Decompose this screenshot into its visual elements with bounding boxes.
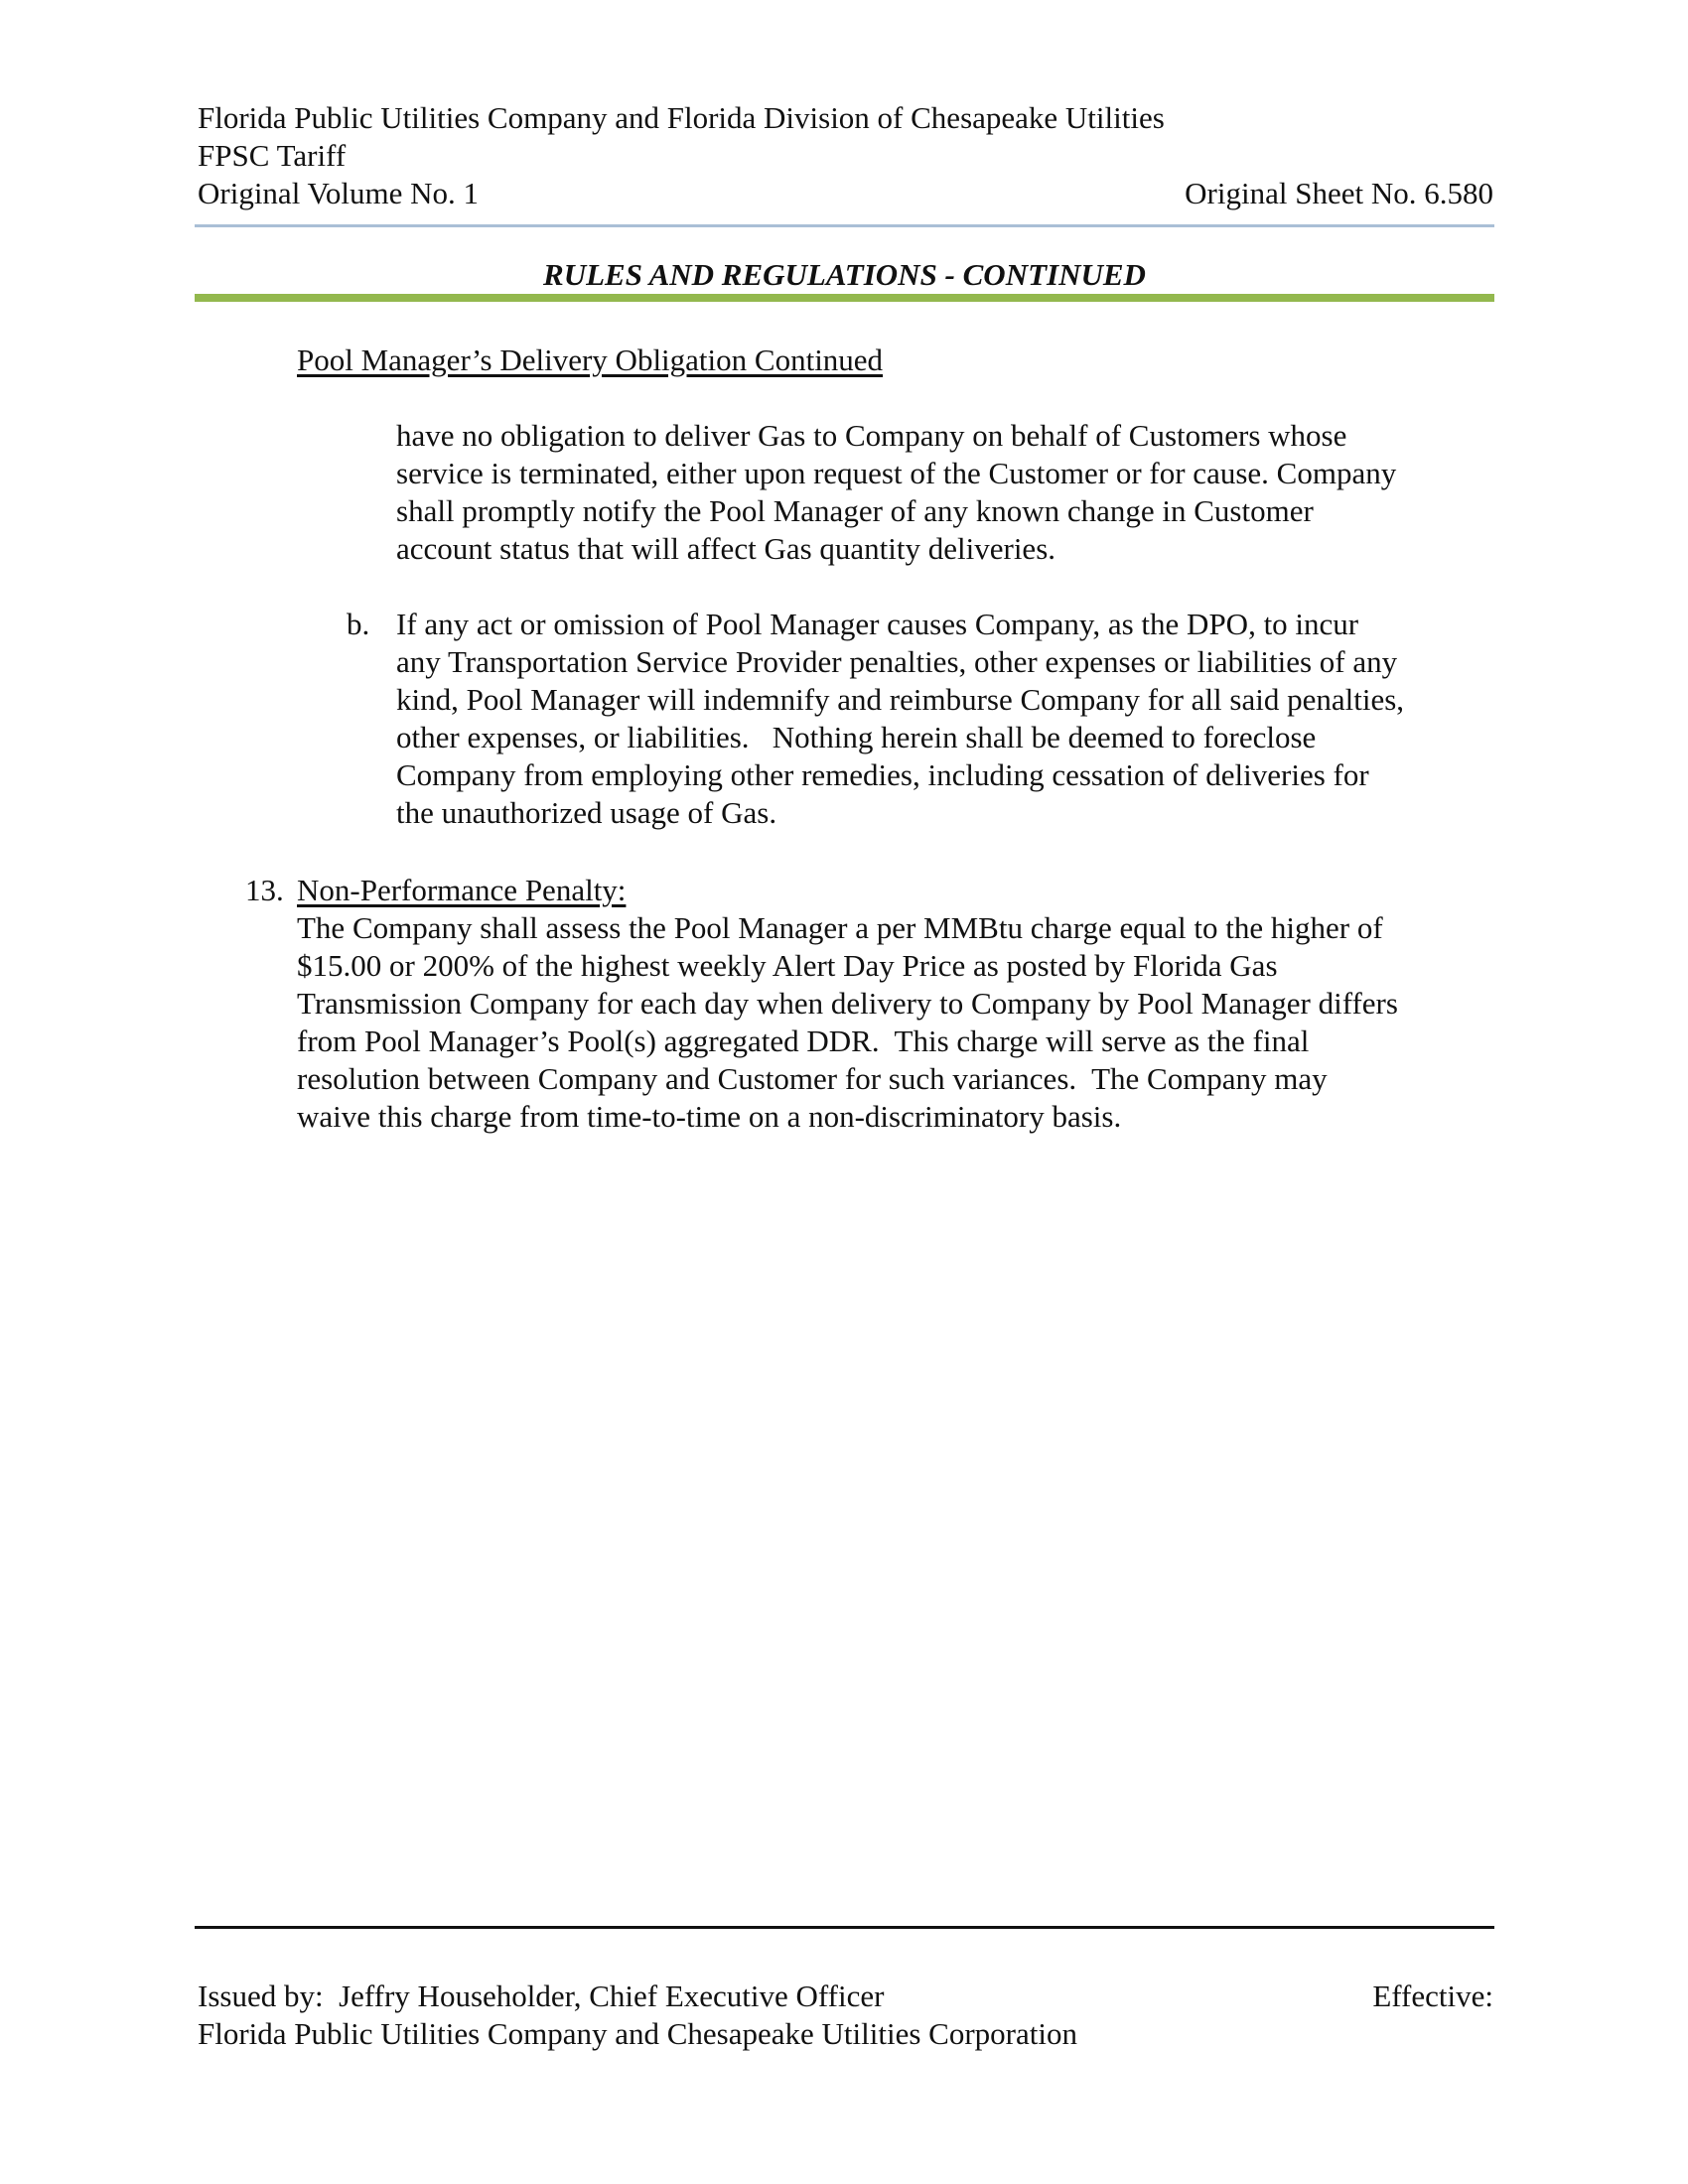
paragraph-line: have no obligation to deliver Gas to Company on behalf of Customers whose (396, 418, 1347, 453)
paragraph-line: other expenses, or liabilities. Nothing herein shall be deemed to foreclose (396, 720, 1317, 754)
paragraph-line: any Transportation Service Provider penalties, other expenses or liabilities of any (396, 644, 1398, 679)
paragraph-line: resolution between Company and Customer for such variances. The Company may (297, 1061, 1328, 1096)
footer-divider (195, 1926, 1494, 1929)
paragraph-line: If any act or omission of Pool Manager causes Company, as the DPO, to incur (396, 607, 1359, 641)
paragraph-line: $15.00 or 200% of the highest weekly Alert Day Price as posted by Florida Gas (297, 948, 1278, 983)
paragraph-line: The Company shall assess the Pool Manager a per MMBtu charge equal to the higher of (297, 910, 1383, 945)
footer-effective: Effective: (1372, 1979, 1493, 2013)
subheading: Pool Manager’s Delivery Obligation Continued (297, 342, 884, 377)
item-13-marker: 13. (245, 873, 284, 907)
header-sheet-number: Original Sheet No. 6.580 (1185, 176, 1493, 210)
continued-paragraph (396, 417, 1396, 568)
paragraph-line: from Pool Manager’s Pool(s) aggregated DDR. This charge will serve as the final (297, 1024, 1310, 1058)
section-title: RULES AND REGULATIONS - CONTINUED (543, 257, 1146, 292)
item-13-paragraph (297, 909, 1398, 1136)
paragraph-line: account status that will affect Gas quantity deliveries. (396, 531, 1056, 566)
header-volume: Original Volume No. 1 (198, 176, 480, 210)
item-13-title: Non-Performance Penalty: (297, 873, 627, 907)
header-divider (195, 224, 1494, 227)
header-tariff-line: FPSC Tariff (198, 138, 347, 173)
paragraph-line: service is terminated, either upon request of the Customer or for cause. Company (396, 456, 1397, 490)
footer-company: Florida Public Utilities Company and Chesapeake Utilities Corporation (198, 2016, 1077, 2051)
paragraph-line: kind, Pool Manager will indemnify and reimburse Company for all said penalties, (396, 682, 1405, 717)
item-b-paragraph (396, 606, 1404, 832)
item-b-marker: b. (347, 607, 370, 641)
paragraph-line: the unauthorized usage of Gas. (396, 795, 777, 830)
paragraph-line: waive this charge from time-to-time on a non-discriminatory basis. (297, 1099, 1122, 1134)
paragraph-line: Company from employing other remedies, including cessation of deliveries for (396, 757, 1369, 792)
footer-issued-by: Issued by: Jeffry Householder, Chief Executive Officer (198, 1979, 885, 2013)
section-title-divider (195, 294, 1494, 302)
header-company-line: Florida Public Utilities Company and Florida Division of Chesapeake Utilities (198, 100, 1165, 135)
paragraph-line: shall promptly notify the Pool Manager of any known change in Customer (396, 493, 1314, 528)
paragraph-line: Transmission Company for each day when delivery to Company by Pool Manager differs (297, 986, 1398, 1021)
